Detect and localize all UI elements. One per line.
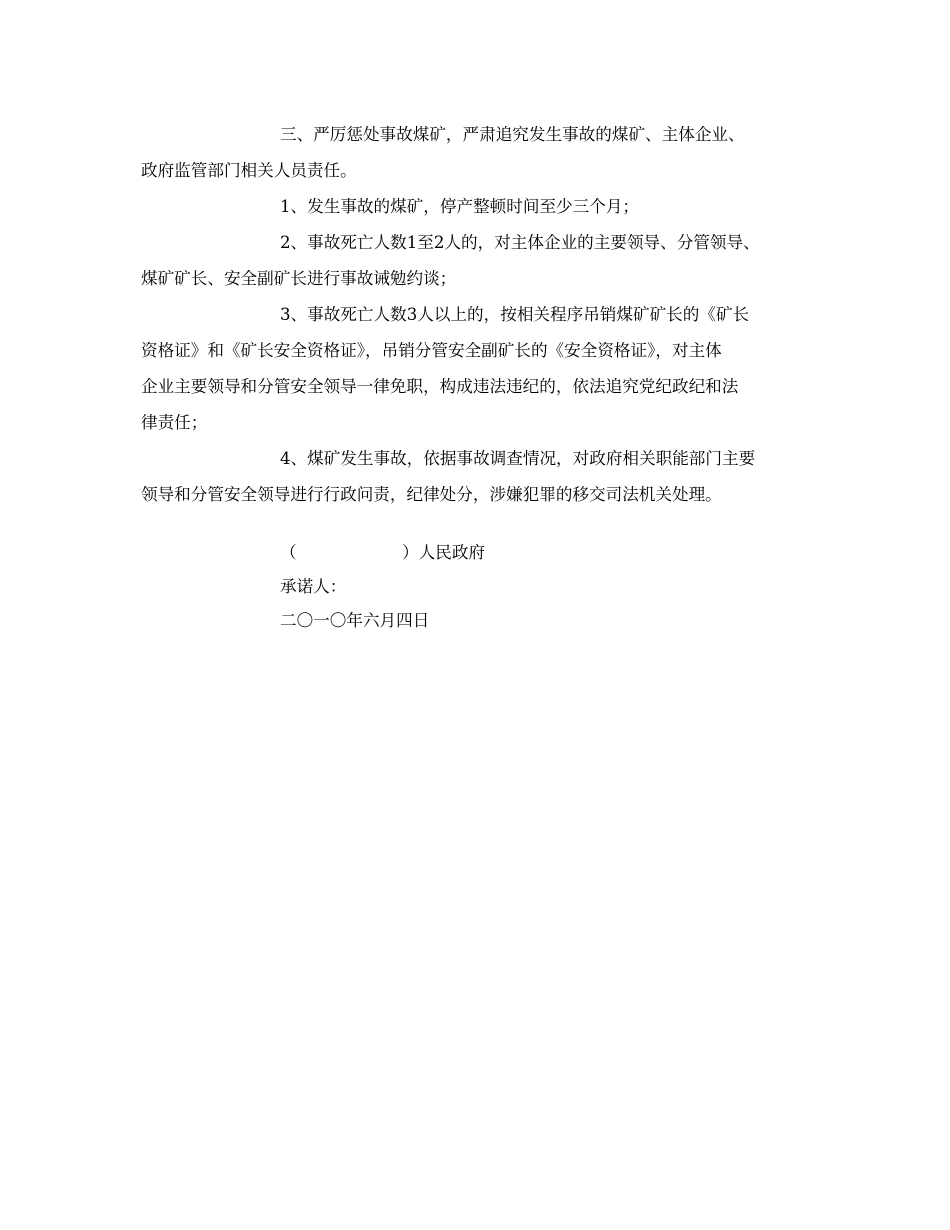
section-three-line-2: 政府监管部门相关人员责任。 (141, 161, 357, 180)
item-2-paragraph (141, 225, 816, 297)
section-three-paragraph (141, 117, 816, 189)
item-3-paragraph (141, 297, 816, 441)
item-4-line-1: 4、煤矿发生事故，依据事故调查情况，对政府相关职能部门主要 (280, 449, 756, 468)
item-3-line-1: 3、事故死亡人数3人以上的，按相关程序吊销煤矿矿长的《矿长 (280, 305, 750, 324)
item-1-line-1: 1、发生事故的煤矿，停产整顿时间至少三个月； (280, 197, 640, 216)
signature-government: （ ）人民政府 (280, 543, 486, 562)
item-3-line-2: 资格证》和《矿长安全资格证》，吊销分管安全副矿长的《安全资格证》，对主体 (141, 341, 722, 360)
item-3-line-3: 企业主要领导和分管安全领导一律免职，构成违法违纪的，依法追究党纪政纪和法 (141, 377, 739, 396)
item-4-paragraph (141, 441, 816, 513)
section-three-line-1: 三、严厉惩处事故煤矿，严肃追究发生事故的煤矿、主体企业、 (280, 125, 745, 144)
document-body (141, 117, 816, 513)
item-4-line-2: 领导和分管安全领导进行行政问责，纪律处分，涉嫌犯罪的移交司法机关处理。 (141, 485, 722, 504)
item-1-paragraph (141, 189, 816, 225)
item-3-line-4: 律责任； (141, 413, 208, 432)
item-2-line-2: 煤矿矿长、安全副矿长进行事故诫勉约谈； (141, 269, 457, 288)
signature-date: 二〇一〇年六月四日 (280, 611, 430, 630)
signature-promisor: 承诺人： (280, 577, 347, 596)
signature-block (280, 536, 680, 638)
item-2-line-1: 2、事故死亡人数1至2人的，对主体企业的主要领导、分管领导、 (280, 233, 760, 252)
